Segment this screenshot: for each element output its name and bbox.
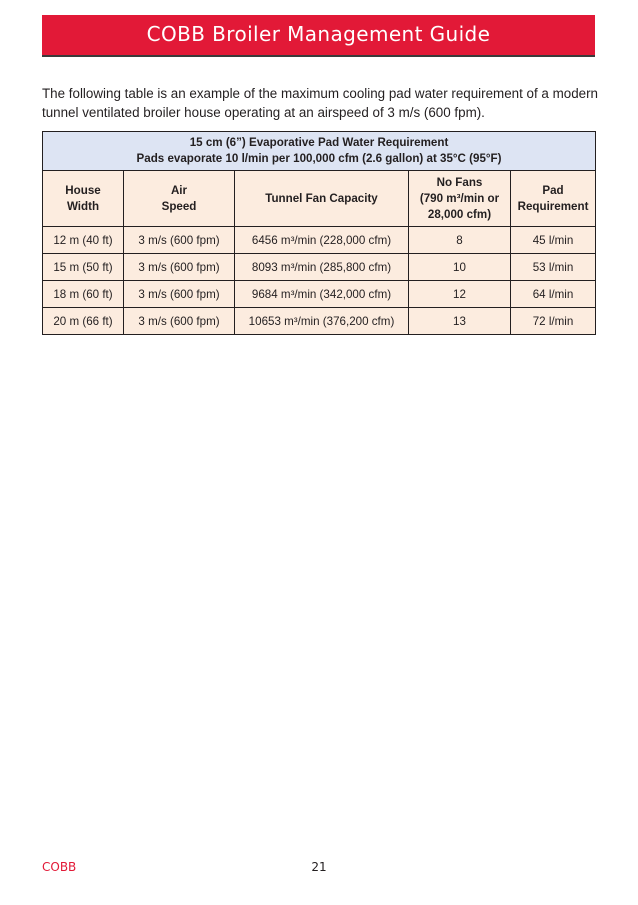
col-header-line: No Fans [436,175,483,189]
col-header-line: House [65,183,101,197]
cell-air-speed: 3 m/s (600 fpm) [124,254,235,281]
col-header-line: 28,000 cfm) [427,207,492,221]
cell-no-fans: 8 [409,227,511,254]
cell-air-speed: 3 m/s (600 fpm) [124,227,235,254]
col-header-house-width [43,171,124,227]
cell-fan-capacity: 9684 m³/min (342,000 cfm) [235,281,409,308]
intro-paragraph: The following table is an example of the maximum cooling pad water requirement of a modern tunnel ventilated broiler house operating at an airspeed of 3 m/s (600 fpm). [42,86,598,120]
header-band [42,15,595,57]
cell-pad-requirement: 64 l/min [511,281,596,308]
col-header-air-speed [124,171,235,227]
page-number: 21 [311,860,327,874]
col-header-no-fans [409,171,511,227]
col-header-line: Speed [161,199,197,213]
cell-fan-capacity: 6456 m³/min (228,000 cfm) [235,227,409,254]
col-header-fan-capacity: Tunnel Fan Capacity [235,171,409,227]
col-header-line: Pad [542,183,564,197]
table-caption-line-1: 15 cm (6”) Evaporative Pad Water Requirement [189,136,449,149]
cell-pad-requirement: 72 l/min [511,308,596,335]
cell-no-fans: 13 [409,308,511,335]
col-header-pad-requirement [511,171,596,227]
col-header-line: Width [66,199,100,213]
page-title: COBB Broiler Management Guide [146,22,491,46]
cell-fan-capacity: 10653 m³/min (376,200 cfm) [235,308,409,335]
table-row [43,281,596,308]
table-row [43,308,596,335]
footer-brand: COBB [42,860,77,874]
cell-no-fans: 10 [409,254,511,281]
cell-house-width: 20 m (66 ft) [43,308,124,335]
table-row [43,227,596,254]
table-caption-row [43,132,596,171]
cell-no-fans: 12 [409,281,511,308]
cell-pad-requirement: 45 l/min [511,227,596,254]
cell-house-width: 12 m (40 ft) [43,227,124,254]
cell-air-speed: 3 m/s (600 fpm) [124,308,235,335]
cell-house-width: 18 m (60 ft) [43,281,124,308]
table-caption [43,132,596,171]
cell-air-speed: 3 m/s (600 fpm) [124,281,235,308]
pad-water-table [42,131,596,335]
cell-pad-requirement: 53 l/min [511,254,596,281]
table-caption-line-2: Pads evaporate 10 l/min per 100,000 cfm (2.6 gallon) at 35°C (95°F) [136,152,502,165]
cell-fan-capacity: 8093 m³/min (285,800 cfm) [235,254,409,281]
col-header-line: Requirement [517,199,589,213]
table-header-row [43,171,596,227]
cell-house-width: 15 m (50 ft) [43,254,124,281]
table-row [43,254,596,281]
col-header-line: (790 m³/min or [419,191,500,205]
col-header-line: Air [170,183,188,197]
